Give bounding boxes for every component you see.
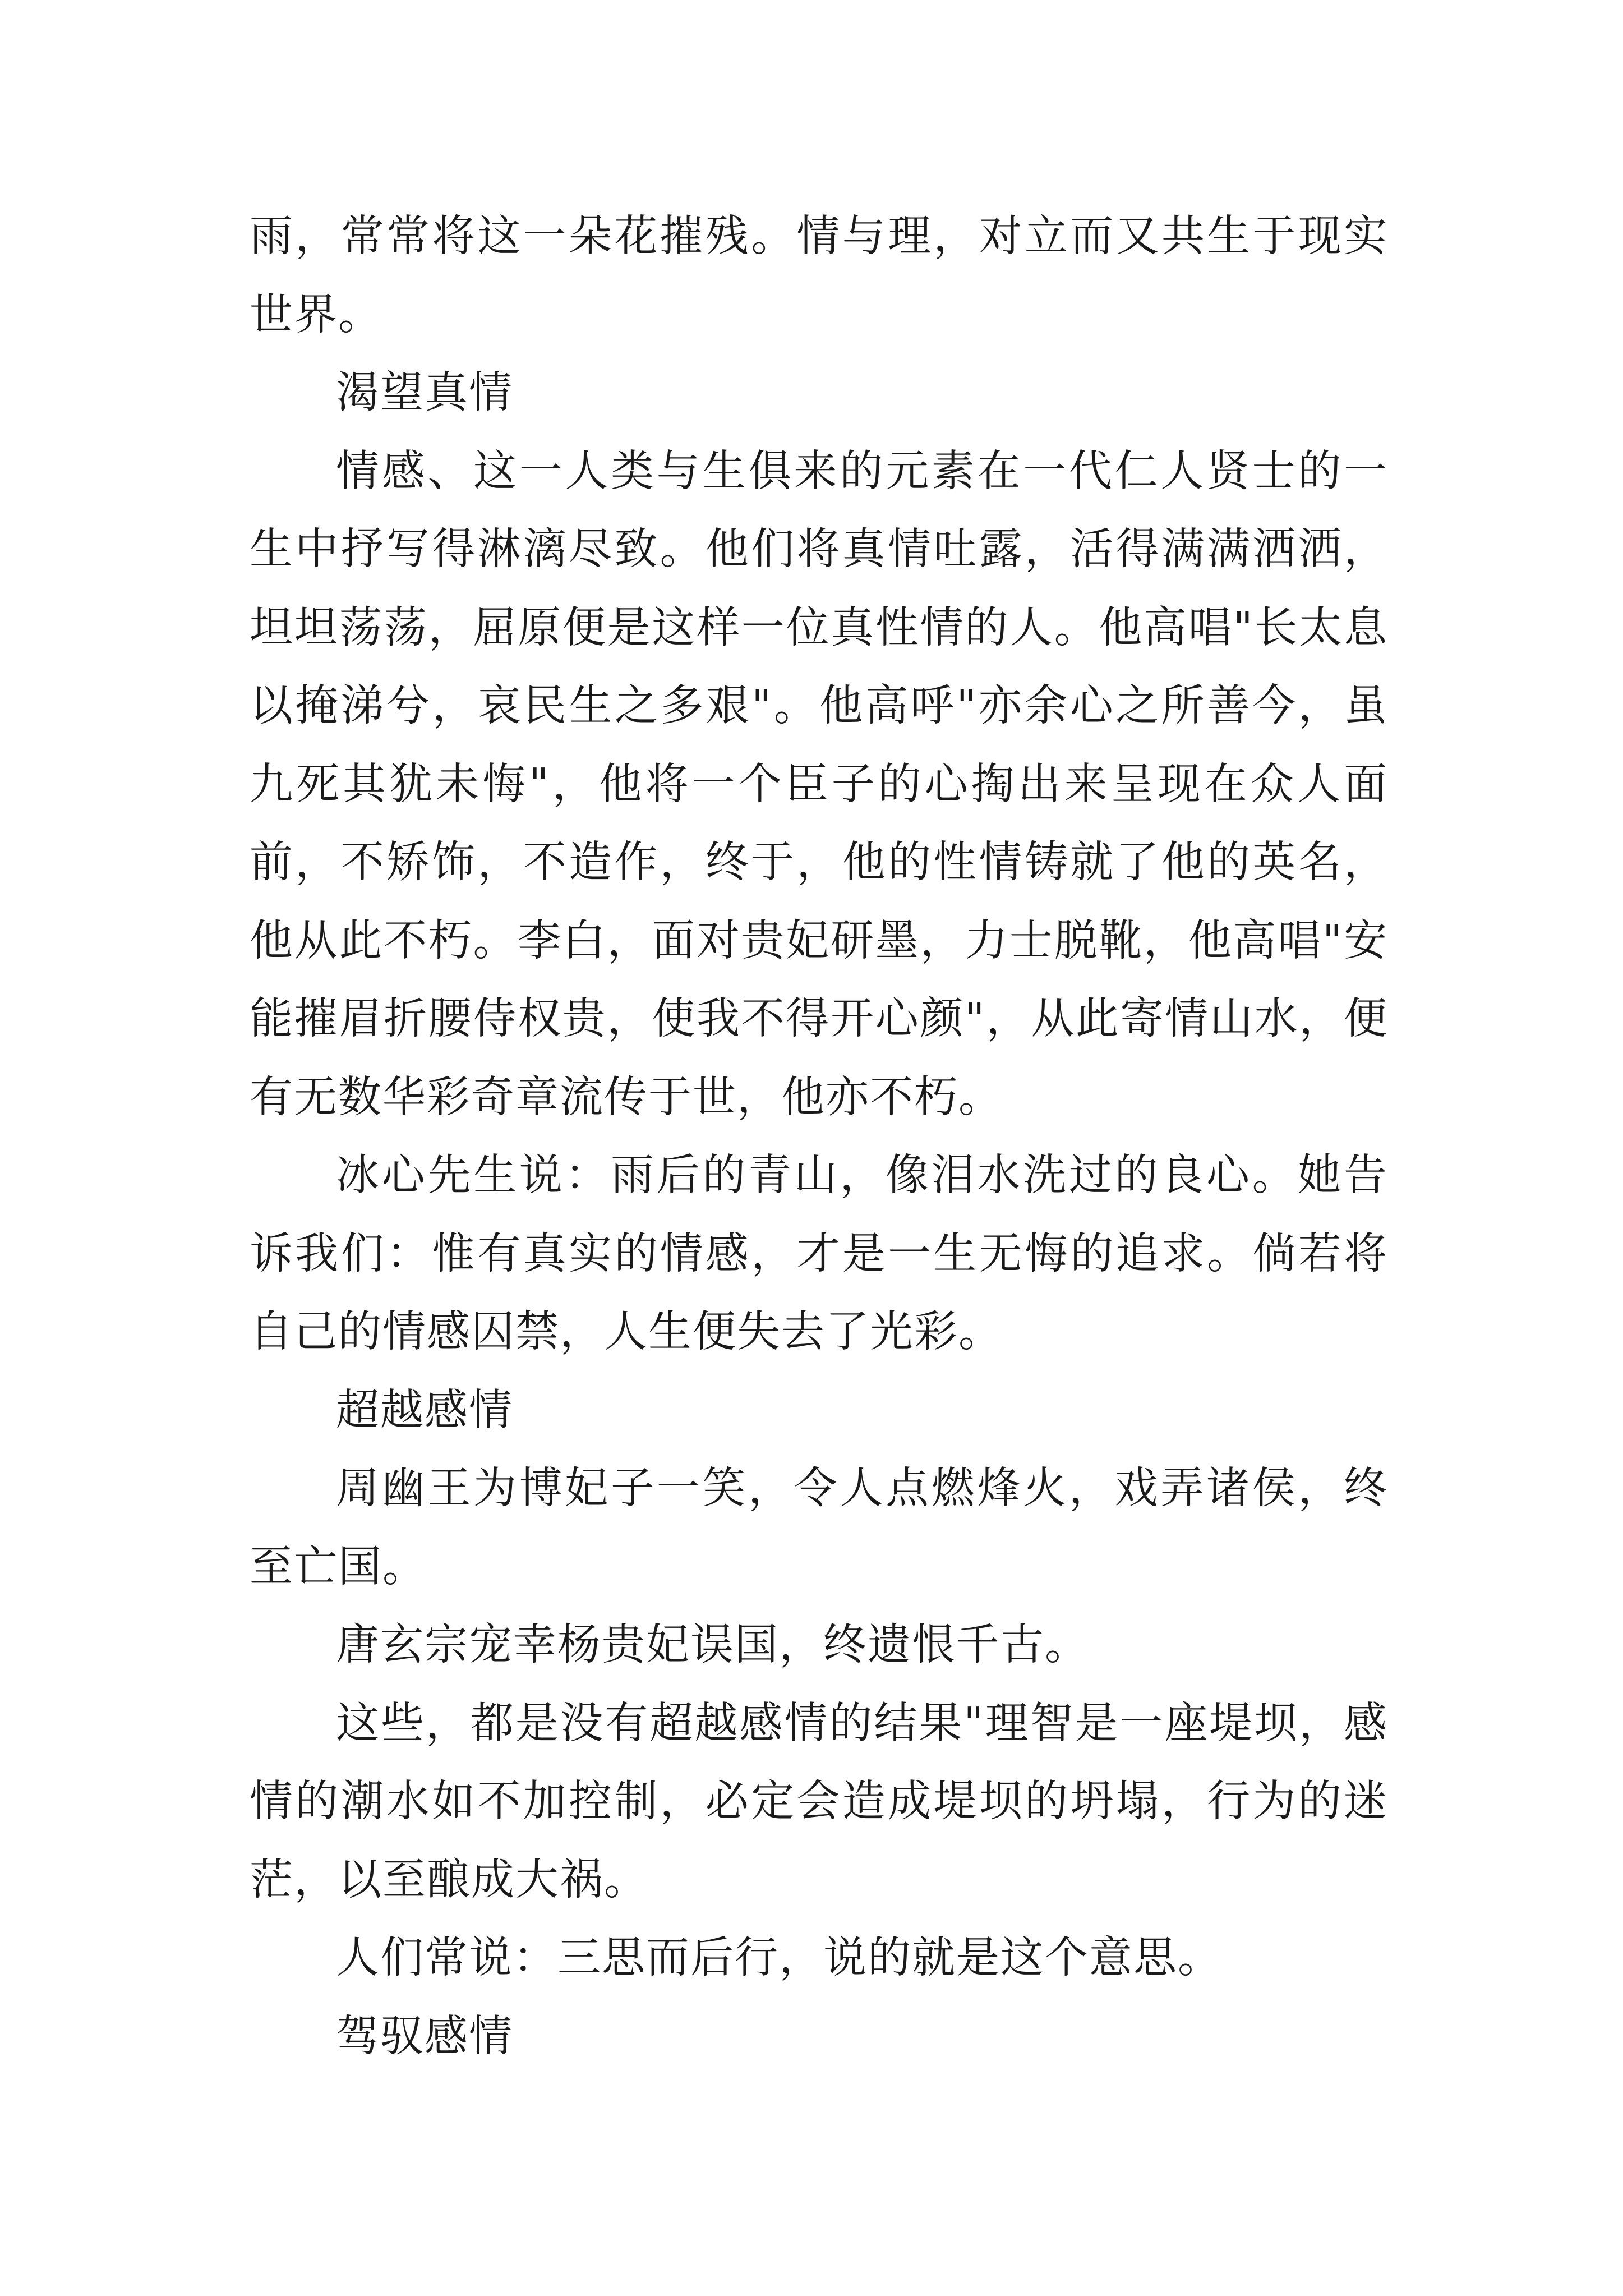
section-heading-transcend-feeling: 超越感情 bbox=[336, 1385, 513, 1435]
document-body bbox=[250, 197, 1388, 2076]
paragraph-zhou-youwang: 周幽王为博妃子一笑，令人点燃烽火，戏弄诸侯，终至亡国。 bbox=[250, 1464, 1388, 1592]
paragraph-quyuan-libai: 情感、这一人类与生俱来的元素在一代仁人贤士的一生中抒写得淋漓尽致。他们将真情吐露，活得满满洒洒，坦坦荡荡，屈原便是这样一位真性情的人。他高唱"长太息以掩涕兮，哀民生之多艰"。他高呼"亦余心之所善今，虽九死其犹未悔"，他将一个臣子的心掏出来呈现在众人面前，不矫饰，不造作，终于，他的性情铸就了他的英名，他从此不朽。李白，面对贵妃研墨，力士脱靴，他高唱"安能摧眉折腰侍权贵，使我不得开心颜"，从此寄情山水，便有无数华彩奇章流传于世，他亦不朽。 bbox=[250, 446, 1388, 1122]
paragraph-reason-dam: 这些，都是没有超越感情的结果"理智是一座堤坝，感情的潮水如不加控制，必定会造成堤坝的坍塌，行为的迷茫，以至酿成大祸。 bbox=[250, 1698, 1388, 1905]
paragraph-continuation: 雨，常常将这一朵花摧残。情与理，对立而又共生于现实世界。 bbox=[250, 211, 1388, 340]
paragraph-bingxin: 冰心先生说：雨后的青山，像泪水洗过的良心。她告诉我们：惟有真实的情感，才是一生无悔的追求。倘若将自己的情感囚禁，人生便失去了光彩。 bbox=[250, 1151, 1388, 1357]
paragraph-tang-xuanzong: 唐玄宗宠幸杨贵妃误国，终遗恨千古。 bbox=[336, 1620, 1089, 1670]
section-heading-longing-true-feeling: 渴望真情 bbox=[336, 368, 513, 418]
paragraph-think-thrice: 人们常说：三思而后行，说的就是这个意思。 bbox=[336, 1933, 1222, 1983]
section-heading-control-feeling: 驾驭感情 bbox=[336, 2011, 513, 2062]
